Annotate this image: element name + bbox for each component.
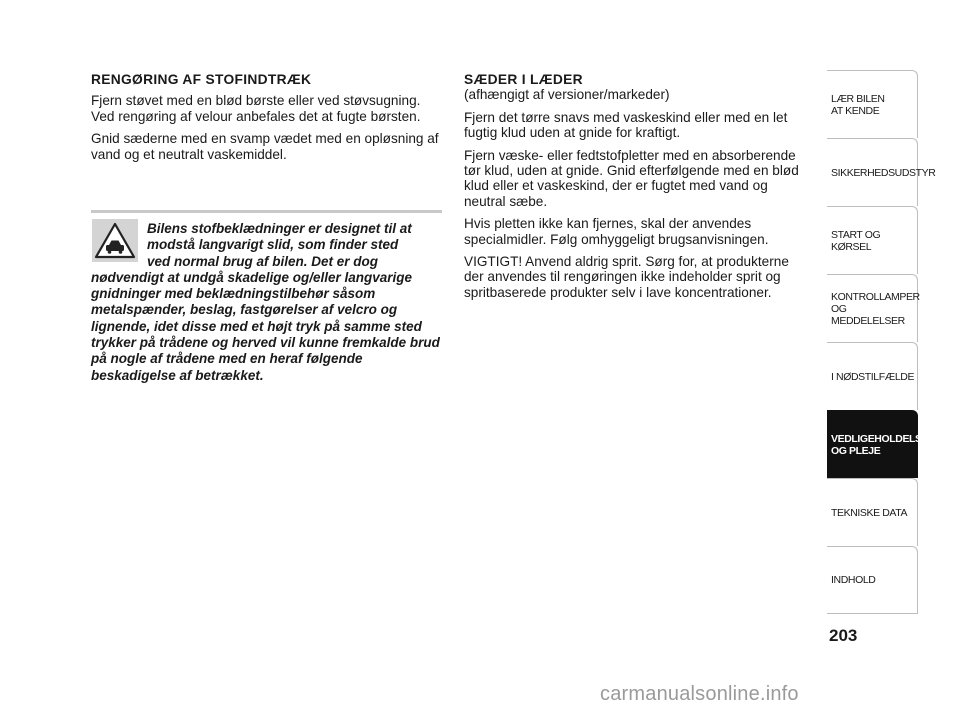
paragraph: Fjern det tørre snavs med vaskeskind eller med en let fugtig klud uden at gnide for kraftigt. <box>464 109 788 141</box>
warning-line: Bilens stofbeklædninger er designet til at <box>147 221 412 236</box>
watermark: carmanualsonline.info <box>600 683 799 705</box>
tab-label: SIKKERHEDSUDSTYR <box>831 166 936 179</box>
warning-line: modstå langvarigt slid, som finder sted <box>147 237 399 253</box>
chapter-tabs <box>827 70 936 614</box>
warning-body: nødvendigt at undgå skadelige og/eller langvarige gnidninger med beklædningstilbehør såsom metalspænder, beslag, fastgørelser af velcro og lignende, idet disse med et højt tryk på samme sted trykker på trådene og herved vil kunne fremkalde brud på nogle af trådene med en heraf følgende beskadigelse af betrækket. <box>91 269 440 383</box>
left-column <box>91 72 443 169</box>
tab-tekniske-data[interactable] <box>827 478 918 546</box>
tab-label: INDHOLD <box>831 574 876 586</box>
paragraph: Hvis pletten ikke kan fjernes, skal der anvendes specialmidler. Følg omhyggeligt brugsanvisningen. <box>464 216 769 247</box>
tab-kontrollamper[interactable] <box>827 274 918 342</box>
tab-label: LÆR BILEN AT KENDE <box>831 92 885 117</box>
tab-indhold[interactable] <box>827 546 918 614</box>
paragraph: Gnid sæderne med en svamp vædet med en opløsning af vand og et neutralt vaskemiddel. <box>91 131 439 162</box>
section-subtitle: (afhængigt af versioner/markeder) <box>464 87 670 103</box>
paragraph: Fjern væske- eller fedtstofpletter med en absorberende tør klud, uden at gnide. Gnid efterfølgende med en blød klud eller et vaskeskind, der er fugtet med vand og neutral sæbe. <box>464 147 799 209</box>
section-heading-leather: SÆDER I LÆDER <box>464 72 583 87</box>
section-heading-fabric: RENGØRING AF STOFINDTRÆK <box>91 72 312 87</box>
paragraph: Fjern støvet med en blød børste eller ved støvsugning. Ved rengøring af velour anbefales det at fugte børsten. <box>91 93 421 124</box>
tab-label: KONTROLLAMPER OG MEDDELELSER <box>831 290 920 327</box>
tab-vedligeholdelse[interactable] <box>827 410 929 478</box>
section-divider <box>91 210 442 213</box>
right-column <box>464 72 809 307</box>
warning-line: ved normal brug af bilen. Det er dog <box>147 253 379 269</box>
tab-label: VEDLIGEHOLDELSE OG PLEJE <box>831 432 929 457</box>
tab-laer-bilen[interactable] <box>827 70 918 138</box>
tab-label: TEKNISKE DATA <box>831 506 908 519</box>
page-number: 203 <box>829 626 858 645</box>
tab-start-og-korsel[interactable] <box>827 206 918 274</box>
tab-label: I NØDSTILFÆLDE <box>831 370 915 383</box>
tab-label: START OG KØRSEL <box>831 228 881 253</box>
tab-sikkerhedsudstyr[interactable] <box>827 138 936 206</box>
tab-nodstilfaelde[interactable] <box>827 342 918 410</box>
warning-note <box>91 221 446 384</box>
paragraph: VIGTIGT! Anvend aldrig sprit. Sørg for, at produkterne der anvendes til rengøringen ikke indeholder sprit og spritbaserede produkter selv i lave koncentrationer. <box>464 254 789 300</box>
